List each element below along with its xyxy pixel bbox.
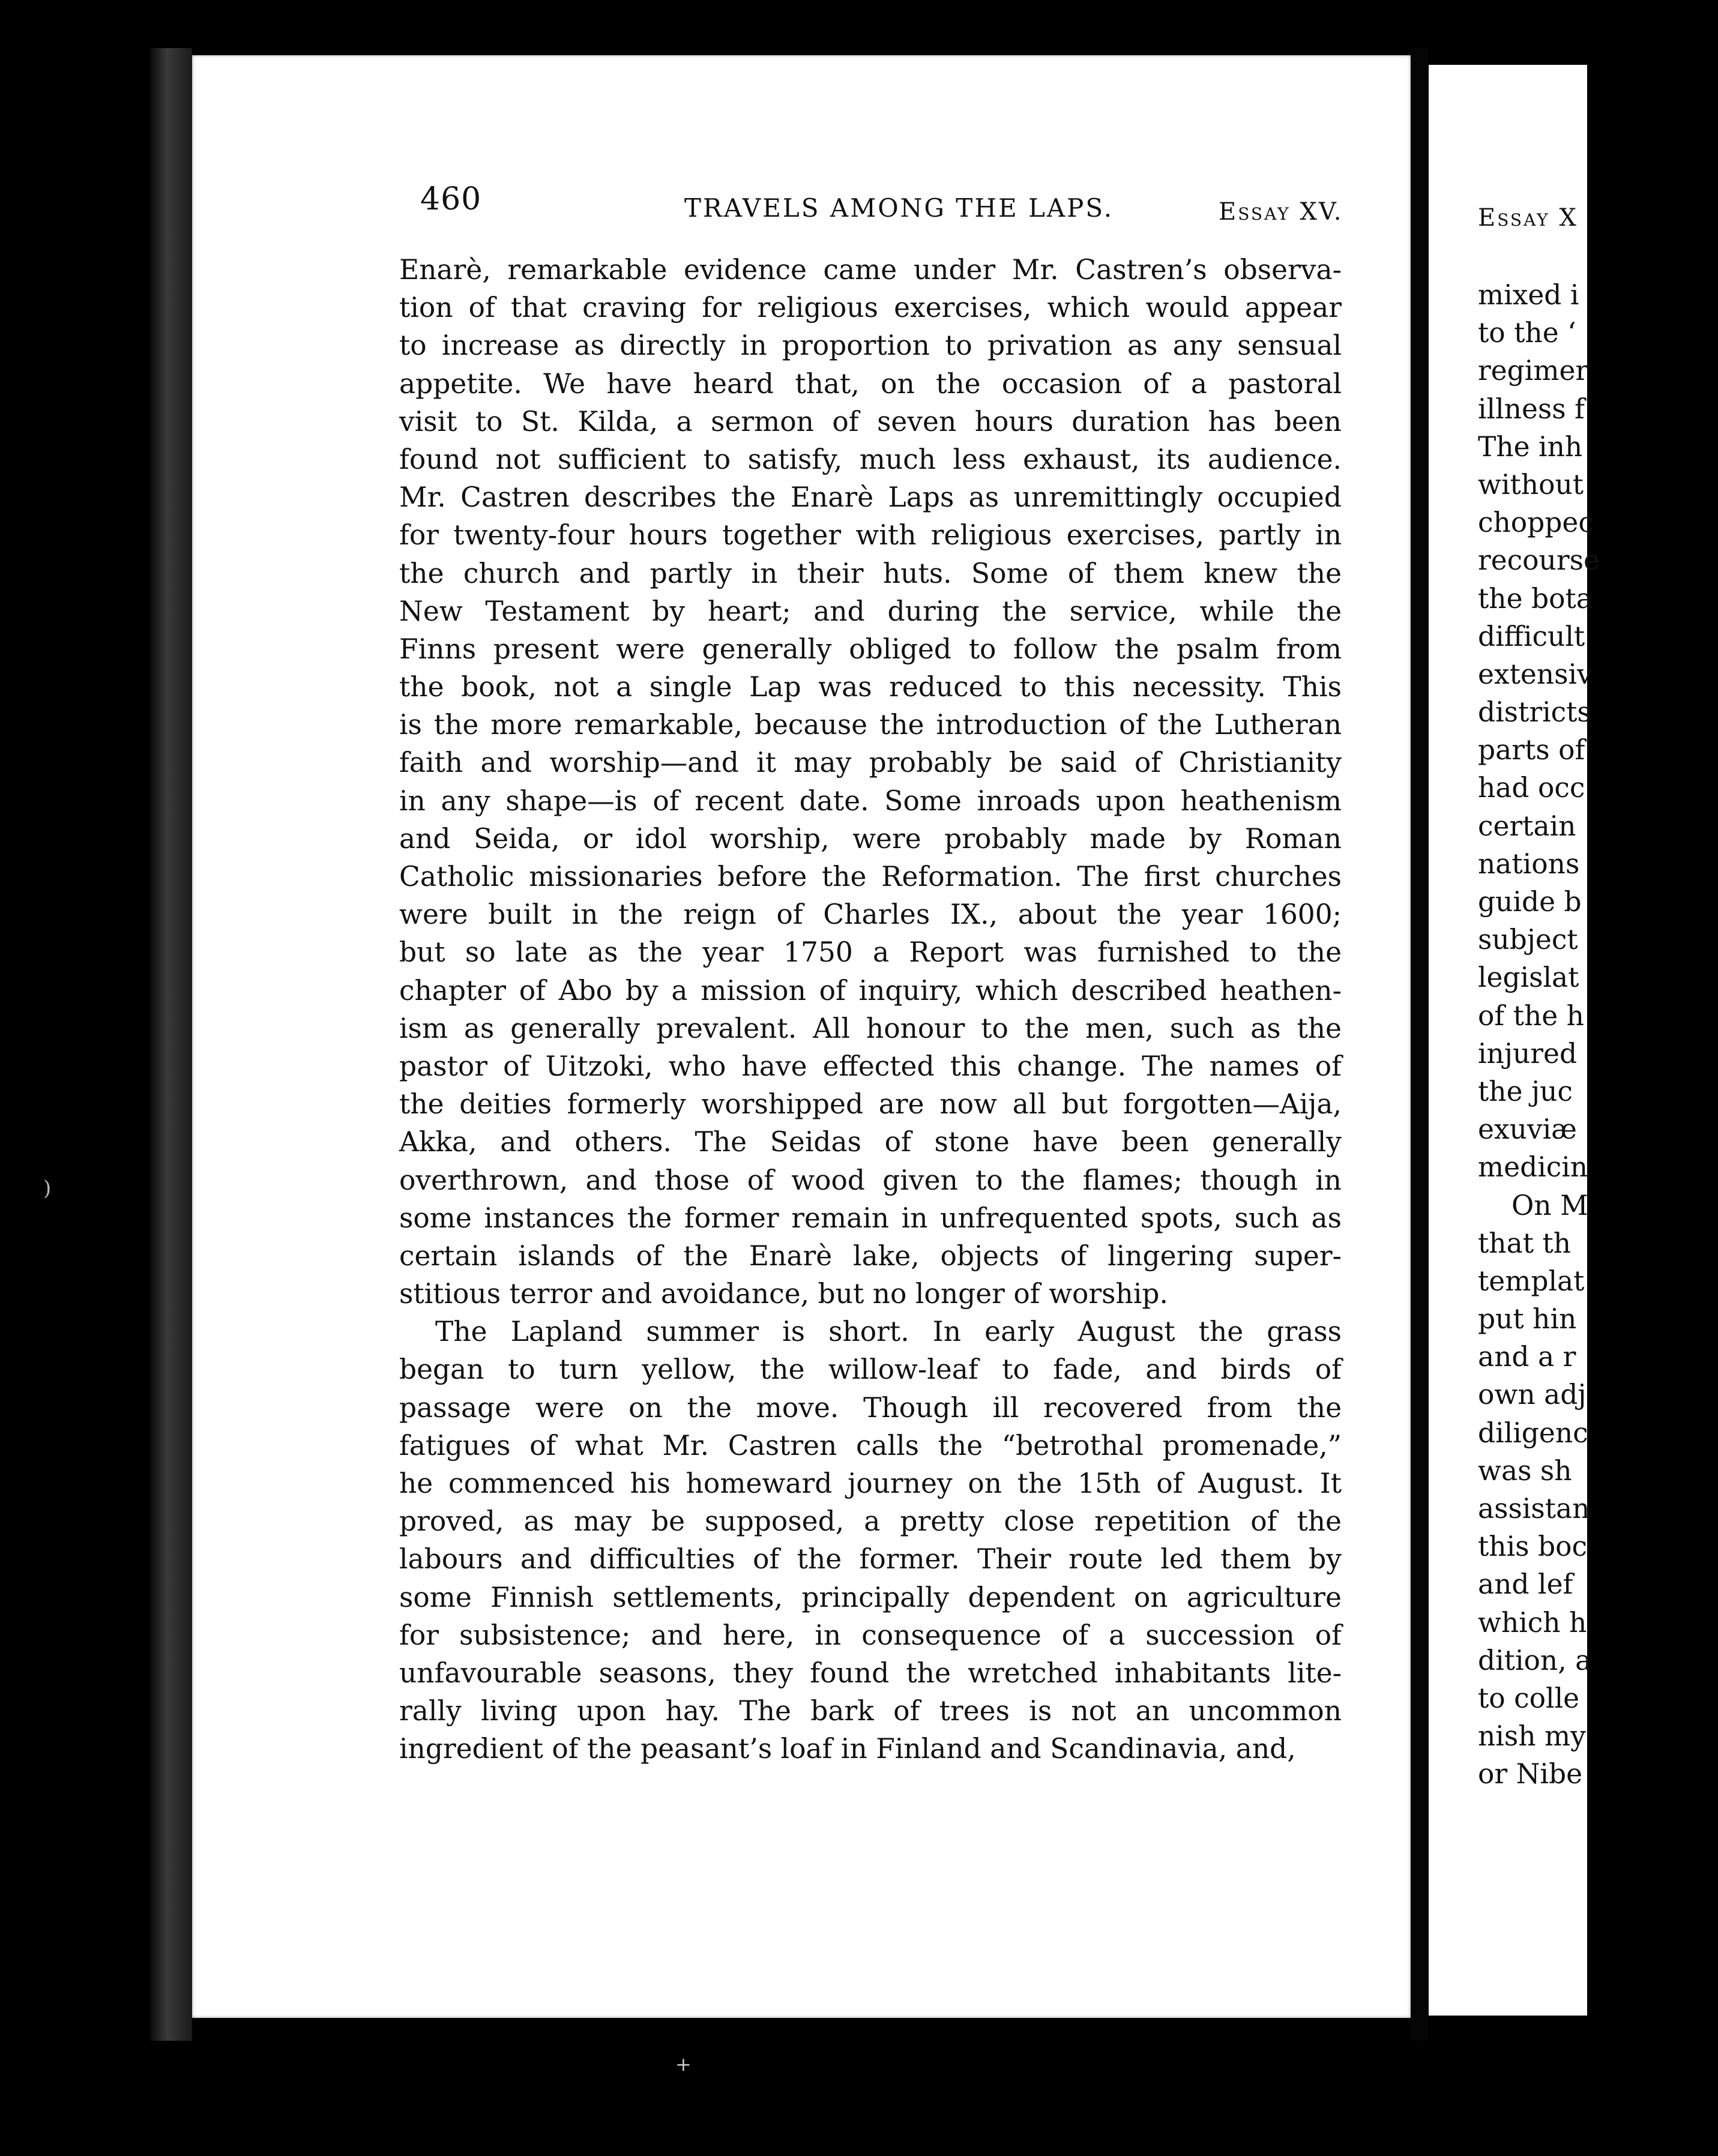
text-line: subject	[1478, 924, 1578, 956]
text-line: for twenty-four hours together with religious exercises, partly in	[399, 519, 1342, 552]
text-line: Catholic missionaries before the Reformation. The first churches	[399, 861, 1342, 893]
text-line: stitious terror and avoidance, but no longer of worship.	[399, 1278, 1168, 1310]
text-line: the church and partly in their huts. Some of them knew the	[399, 557, 1342, 589]
text-line: and Seida, or idol worship, were probably made by Roman	[399, 822, 1342, 855]
text-line: the book, not a single Lap was reduced to this necessity. This	[399, 671, 1342, 703]
essay-label: Essay XV.	[1219, 198, 1343, 226]
text-line: visit to St. Kilda, a sermon of seven hours duration has been	[399, 405, 1342, 438]
text-line: to increase as directly in proportion to privation as any sensual	[399, 330, 1342, 362]
text-line: but so late as the year 1750 a Report was furnished to the	[399, 936, 1342, 969]
text-line: found not sufficient to satisfy, much less exhaust, its audience.	[399, 443, 1342, 475]
text-line: Mr. Castren describes the Enarè Laps as unremittingly occupied	[399, 481, 1342, 514]
text-line: regimer	[1478, 355, 1589, 387]
text-line: districts	[1478, 696, 1591, 729]
text-line: this boc	[1478, 1531, 1587, 1563]
text-line: injured	[1478, 1037, 1578, 1070]
left-running-header	[420, 175, 1363, 226]
text-line: guide b	[1478, 886, 1582, 918]
text-line: legislat	[1478, 962, 1579, 994]
text-line: templat	[1478, 1265, 1585, 1297]
text-line: began to turn yellow, the willow-leaf to fade, and birds of	[399, 1354, 1342, 1386]
text-line: for subsistence; and here, in consequence of a succession of	[399, 1619, 1342, 1651]
text-line: passage were on the move. Though ill recovered from the	[399, 1391, 1342, 1424]
text-line: illness f	[1478, 393, 1585, 425]
text-line: dition, a	[1478, 1644, 1592, 1676]
text-line: put hin	[1478, 1303, 1577, 1335]
text-line: recourse	[1478, 544, 1600, 577]
scan-binding-edge	[150, 48, 192, 2041]
text-line: had occ	[1478, 772, 1585, 804]
text-line: chapter of Abo by a mission of inquiry, which described heathen-	[399, 974, 1342, 1007]
text-line: certain islands of the Enarè lake, objects of lingering super-	[399, 1239, 1342, 1272]
text-line: nations	[1478, 848, 1580, 880]
text-line: the deities formerly worshipped are now all but forgotten—Aija,	[399, 1088, 1342, 1121]
text-line: tion of that craving for religious exercises, which would appear	[399, 292, 1342, 324]
text-line: to colle	[1478, 1682, 1580, 1714]
text-line: and lef	[1478, 1568, 1573, 1601]
text-line: medicin	[1478, 1151, 1588, 1184]
right-page-text	[1478, 276, 1718, 1793]
text-line: mixed i	[1478, 279, 1579, 311]
text-line: the juc	[1478, 1075, 1573, 1107]
text-line: The Lapland summer is short. In early August the grass	[435, 1316, 1342, 1348]
text-line: Akka, and others. The Seidas of stone have been generally	[399, 1126, 1342, 1158]
text-line: in any shape—is of recent date. Some inroads upon heathenism	[399, 784, 1342, 817]
text-line: he commenced his homeward journey on the 15th of August. It	[399, 1468, 1342, 1499]
text-line: or Nibe	[1478, 1758, 1583, 1790]
text-line: the bota	[1478, 582, 1593, 615]
text-line: were built in the reign of Charles IX., about the year 1600;	[399, 899, 1342, 931]
text-line: Enarè, remarkable evidence came under Mr. Castren’s observa-	[399, 254, 1342, 286]
text-line: some instances the former remain in unfrequented spots, such as	[399, 1202, 1342, 1234]
running-title: TRAVELS AMONG THE LAPS.	[684, 193, 1114, 223]
text-line: exuviæ	[1478, 1113, 1577, 1146]
page-number: 460	[420, 181, 482, 217]
text-line: unfavourable seasons, they found the wretched inhabitants lite-	[399, 1657, 1342, 1689]
text-line: own adj	[1478, 1379, 1587, 1411]
text-line: ingredient of the peasant’s loaf in Finland and Scandinavia, and,	[399, 1733, 1296, 1765]
scan-mark: +	[675, 2053, 692, 2076]
text-line: pastor of Uitzoki, who have effected this change. The names of	[399, 1050, 1342, 1082]
text-line: proved, as may be supposed, a pretty close repetition of the	[399, 1505, 1342, 1538]
text-line: faith and worship—and it may probably be said of Christianity	[399, 747, 1342, 779]
text-line: certain	[1478, 810, 1576, 842]
text-line: to the ‘	[1478, 317, 1576, 349]
text-line: appetite. We have heard that, on the occasion of a pastoral	[399, 367, 1342, 400]
text-line: and a r	[1478, 1341, 1576, 1373]
text-line: of the h	[1478, 999, 1584, 1032]
text-line: is the more remarkable, because the introduction of the Lutheran	[399, 709, 1342, 741]
text-line: On M	[1512, 1189, 1588, 1221]
text-line: extensiv	[1478, 658, 1593, 690]
text-line: some Finnish settlements, principally dependent on agriculture	[399, 1581, 1342, 1613]
text-line: assistan	[1478, 1493, 1590, 1525]
text-line: nish my	[1478, 1720, 1586, 1753]
right-running-header: Essay X	[1478, 204, 1578, 232]
text-line: choppec	[1478, 507, 1594, 539]
text-line: difficult	[1478, 620, 1585, 652]
text-line: without	[1478, 468, 1584, 501]
book-gutter	[1411, 48, 1429, 2041]
text-line: which h	[1478, 1606, 1587, 1639]
scan-mark: )	[43, 1176, 52, 1200]
text-line: diligenc	[1478, 1417, 1588, 1449]
right-page	[1429, 65, 1600, 2016]
text-line: fatigues of what Mr. Castren calls the “betrothal promenade,”	[399, 1429, 1342, 1462]
text-line: overthrown, and those of wood given to the flames; though in	[399, 1164, 1342, 1196]
text-line: labours and difficulties of the former. Their route led them by	[399, 1543, 1342, 1576]
text-line: that th	[1478, 1227, 1572, 1259]
text-line: Finns present were generally obliged to follow the psalm from	[399, 633, 1342, 665]
left-page-text	[399, 251, 1342, 1768]
text-line: ism as generally prevalent. All honour to the men, such as the	[399, 1012, 1342, 1044]
text-line: was sh	[1478, 1454, 1572, 1487]
text-line: New Testament by heart; and during the service, while the	[399, 595, 1342, 627]
text-line: parts of	[1478, 734, 1585, 766]
text-line: rally living upon hay. The bark of trees is not an uncommon	[399, 1695, 1342, 1727]
text-line: The inh	[1478, 430, 1583, 463]
